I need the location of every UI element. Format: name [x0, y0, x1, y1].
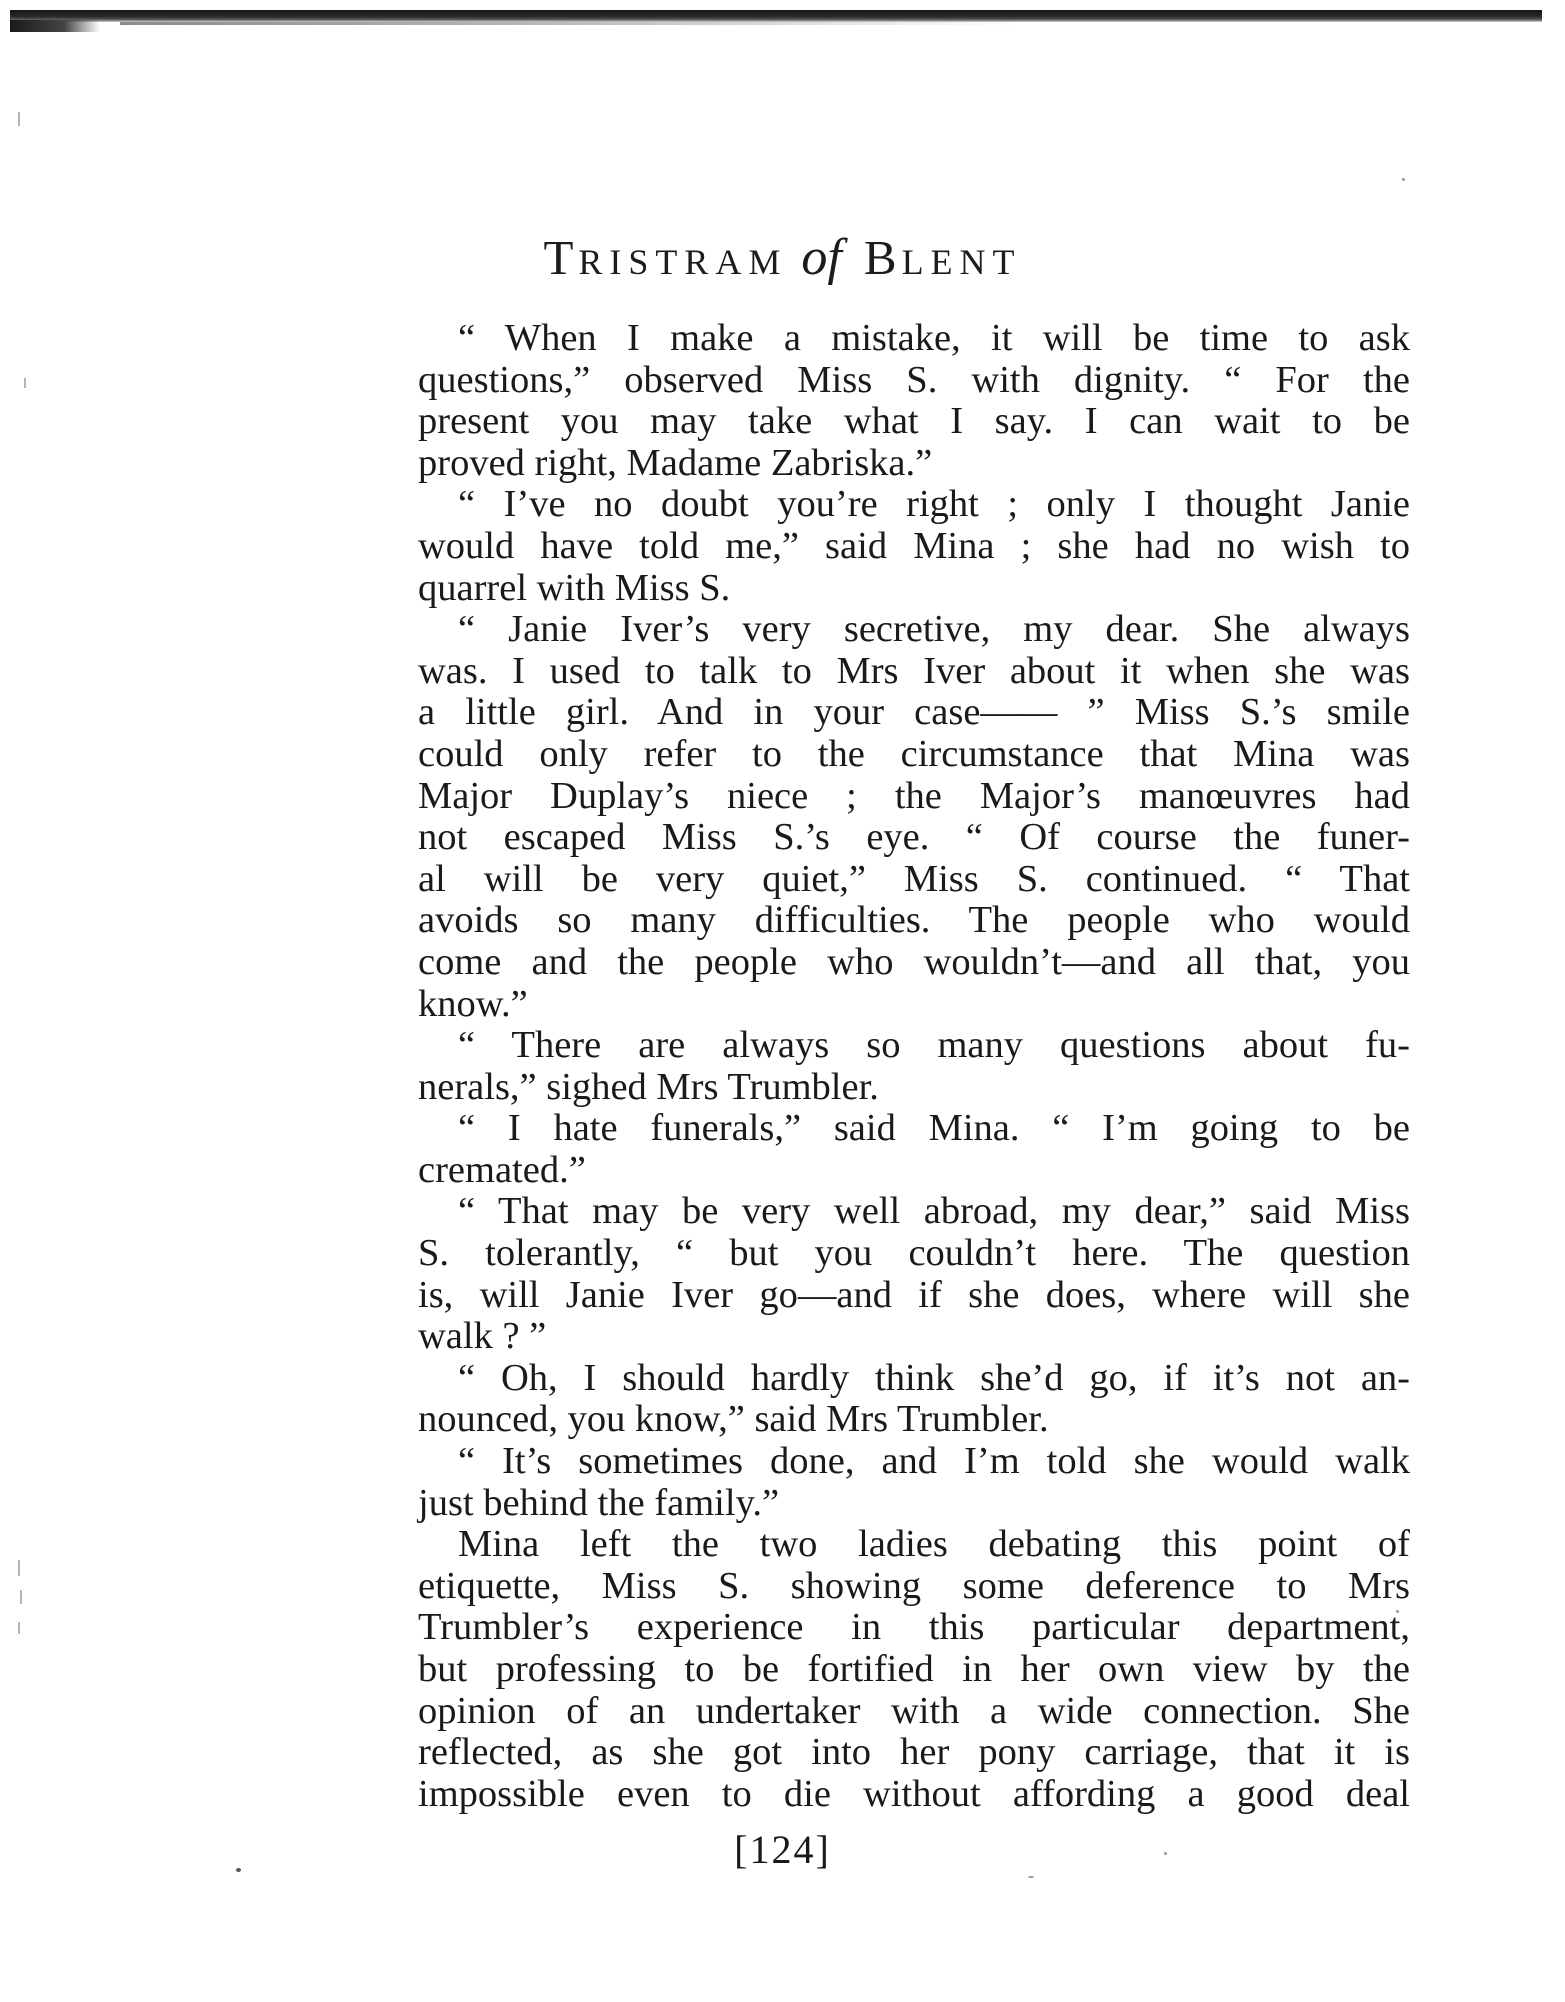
margin-scan-mark — [24, 378, 26, 388]
text-line: a little girl. And in your case—— ” Miss S.’s smile — [418, 691, 1410, 734]
text-line: “ That may be very well abroad, my dear,” said Miss — [458, 1190, 1410, 1233]
text-line: could only refer to the circumstance that Mina was — [418, 732, 1410, 775]
text-line: “ There are always so many questions about fu- — [458, 1024, 1410, 1067]
text-line: “ It’s sometimes done, and I’m told she would walk — [458, 1440, 1410, 1483]
text-line: Major Duplay’s niece ; the Major’s manœuvres had — [418, 774, 1410, 817]
text-line: “ I’ve no doubt you’re right ; only I thought Janie — [458, 483, 1410, 526]
text-line: is, will Janie Iver go—and if she does, where will she — [418, 1273, 1410, 1316]
text-line: reflected, as she got into her pony carriage, that it is — [418, 1731, 1410, 1774]
text-line: impossible even to die without affording a good deal — [418, 1772, 1410, 1815]
running-head-connector: of — [801, 229, 842, 286]
running-head — [0, 228, 1565, 292]
text-line: Mina left the two ladies debating this point of — [458, 1523, 1410, 1566]
top-scan-rule-tail — [10, 20, 100, 32]
text-line: al will be very quiet,” Miss S. continued. “ That — [418, 857, 1410, 900]
text-line: nounced, you know,” said Mrs Trumbler. — [418, 1398, 1049, 1441]
text-line: “ I hate funerals,” said Mina. “ I’m going to be — [458, 1107, 1410, 1150]
page-number: [124] — [734, 1827, 831, 1872]
text-line: present you may take what I say. I can wait to be — [418, 400, 1410, 443]
margin-scan-mark — [18, 112, 20, 126]
text-line: but professing to be fortified in her own view by the — [418, 1648, 1410, 1690]
text-line: come and the people who wouldn’t—and all that, you — [418, 940, 1410, 983]
text-line: proved right, Madame Zabriska.” — [418, 441, 933, 484]
text-line: questions,” observed Miss S. with dignity. “ For the — [418, 358, 1410, 401]
body-text — [418, 318, 1410, 1815]
text-line: not escaped Miss S.’s eye. “ Of course the funer- — [418, 816, 1410, 859]
text-line: would have told me,” said Mina ; she had no wish to — [418, 524, 1410, 567]
text-line: cremated.” — [418, 1148, 586, 1191]
text-line: walk ? ” — [418, 1315, 547, 1358]
text-line: Trumbler’s experience in this particular department, — [418, 1606, 1410, 1649]
text-line: “ When I make a mistake, it will be time to ask — [458, 317, 1410, 359]
scan-speck — [1402, 178, 1405, 181]
text-line: opinion of an undertaker with a wide connection. She — [418, 1689, 1410, 1732]
text-line: etiquette, Miss S. showing some deference to Mrs — [418, 1564, 1410, 1607]
top-scan-rule — [10, 10, 1542, 22]
running-head-initial-2: B — [863, 230, 902, 285]
margin-scan-mark — [20, 1590, 22, 1604]
scan-speck — [1028, 1876, 1034, 1878]
text-line: avoids so many difficulties. The people who would — [418, 899, 1410, 942]
margin-scan-mark — [18, 1622, 20, 1634]
top-scan-scratch — [120, 22, 1020, 25]
text-line: was. I used to talk to Mrs Iver about it when she was — [418, 649, 1410, 692]
text-line: quarrel with Miss S. — [418, 566, 731, 609]
text-line: S. tolerantly, “ but you couldn’t here. The question — [418, 1232, 1410, 1275]
text-line: just behind the family.” — [418, 1481, 780, 1524]
margin-scan-mark — [18, 1560, 20, 1576]
text-line: know.” — [418, 982, 528, 1025]
running-head-word-1: RISTRAM — [578, 242, 788, 282]
running-head-initial-1: T — [543, 230, 579, 285]
text-line: nerals,” sighed Mrs Trumbler. — [418, 1065, 879, 1108]
running-head-word-2: LENT — [901, 242, 1022, 282]
text-line: “ Oh, I should hardly think she’d go, if it’s not an- — [458, 1356, 1410, 1399]
text-line: “ Janie Iver’s very secretive, my dear. She always — [458, 608, 1410, 651]
